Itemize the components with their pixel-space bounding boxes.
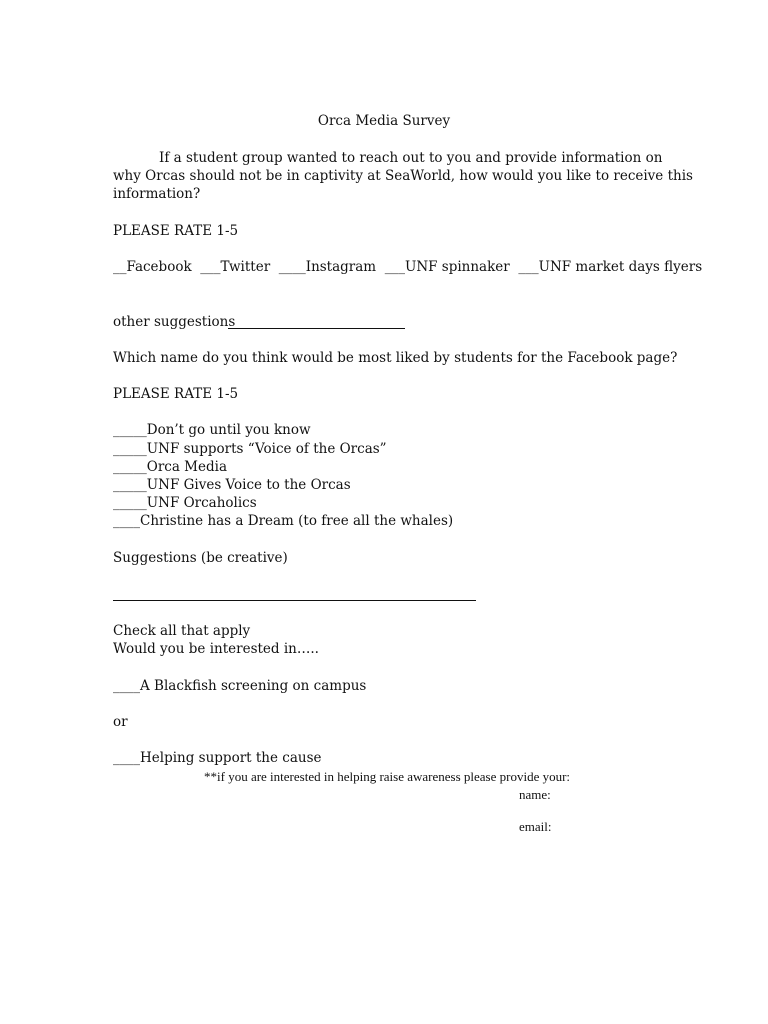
name-option-2: _____UNF supports “Voice of the Orcas” [113, 441, 387, 457]
check-all-label: Check all that apply [113, 623, 251, 639]
media-options-line: __Facebook ___Twitter ____Instagram ___UNF spinnaker ___UNF market days flyers [113, 259, 703, 275]
email-field-label: email: [519, 819, 552, 834]
blackfish-option: ____A Blackfish screening on campus [113, 678, 367, 694]
or-label: or [113, 714, 128, 730]
intro-line-1: If a student group wanted to reach out to you and provide information on [159, 150, 663, 166]
name-option-4: _____UNF Gives Voice to the Orcas [113, 477, 351, 493]
intro-line-2: why Orcas should not be in captivity at SeaWorld, how would you like to receive this [113, 168, 693, 184]
suggestions-blank[interactable] [113, 600, 476, 601]
name-option-5: _____UNF Orcaholics [113, 495, 257, 511]
name-option-6: ____Christine has a Dream (to free all the whales) [113, 513, 454, 529]
name-option-3: _____Orca Media [113, 459, 227, 475]
suggestions-label: Suggestions (be creative) [113, 550, 288, 566]
support-option: ____Helping support the cause [113, 750, 322, 766]
intro-line-3: information? [113, 186, 201, 202]
name-field-label: name: [519, 787, 551, 802]
name-question: Which name do you think would be most liked by students for the Facebook page? [113, 350, 678, 366]
interest-label: Would you be interested in….. [113, 641, 319, 657]
rate-label-2: PLEASE RATE 1-5 [113, 386, 239, 402]
other-suggestions-label: other suggestions [113, 314, 236, 330]
awareness-note: **if you are interested in helping raise awareness please provide your: [204, 769, 571, 784]
survey-title: Orca Media Survey [317, 113, 451, 129]
other-suggestions-blank[interactable] [228, 328, 405, 329]
rate-label-1: PLEASE RATE 1-5 [113, 223, 239, 239]
name-option-1: _____Don’t go until you know [113, 422, 311, 438]
